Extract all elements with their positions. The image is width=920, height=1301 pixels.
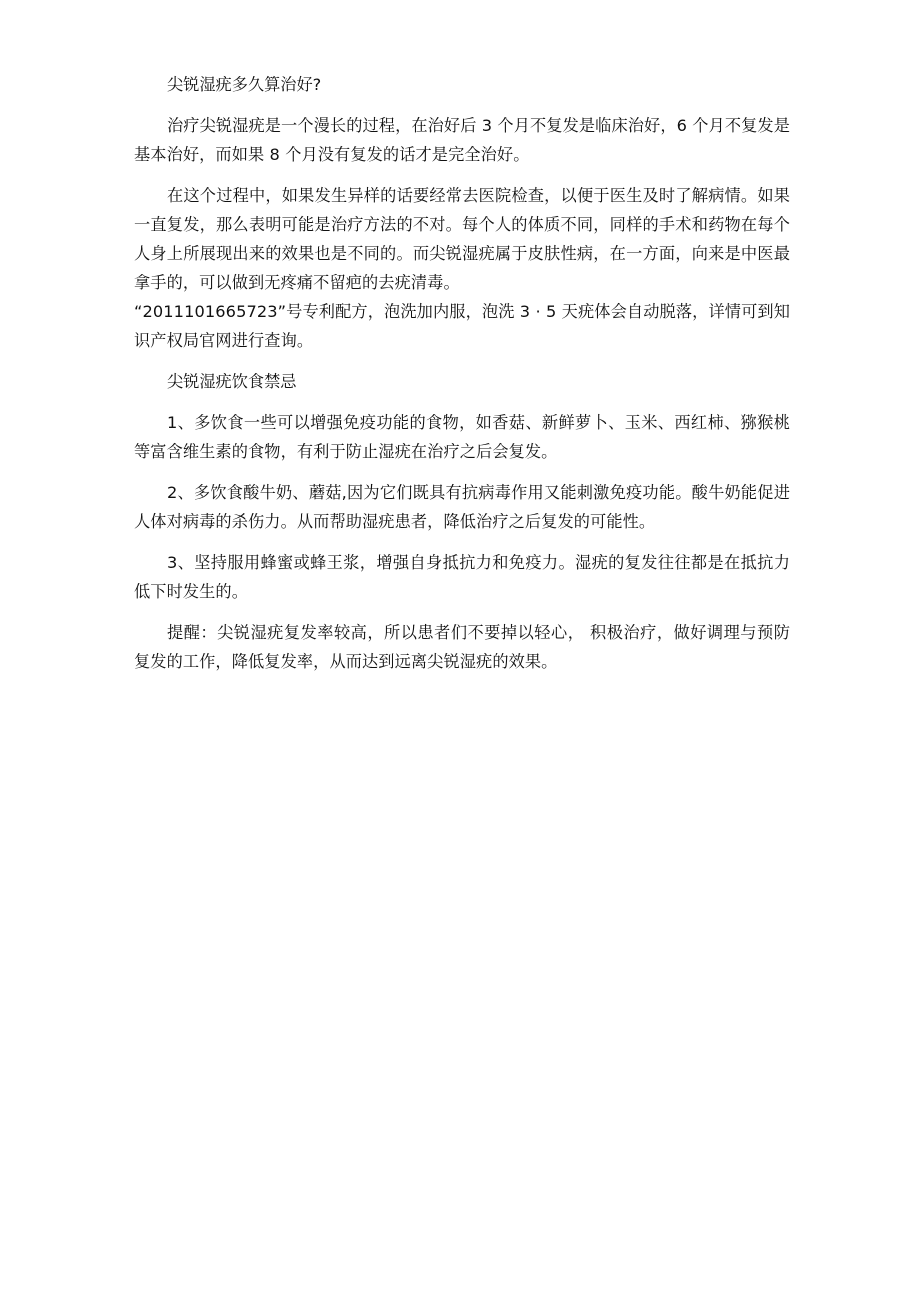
paragraph-patent-formula: “2011101665723”号专利配方，泡洗加内服，泡洗 3 · 5 天疣体会自动脱落，详情可到知识产权局官网进行查询。 — [134, 302, 790, 350]
paragraph-reminder: 提醒：尖锐湿疣复发率较高，所以患者们不要掉以轻心， 积极治疗，做好调理与预防复发的工作，降低复发率，从而达到远离尖锐湿疣的效果。 — [134, 623, 790, 671]
section-heading-cure-duration: 尖锐湿疣多久算治好? — [167, 75, 322, 94]
spacer — [134, 169, 790, 181]
spacer — [134, 396, 790, 408]
paragraph-cure-stages: 治疗尖锐湿疣是一个漫长的过程，在治好后 3 个月不复发是临床治好，6 个月不复发是基本治好，而如果 8 个月没有复发的话才是完全治好。 — [134, 116, 790, 164]
paragraph-treatment-process: 在这个过程中，如果发生异样的话要经常去医院检查，以便于医生及时了解病情。如果一直复发，那么表明可能是治疗方法的不对。每个人的体质不同，同样的手术和药物在每个人身上所展现出来的效果也是不同的。而尖锐湿疣属于皮肤性病，在一方面，向来是中医最拿手的，可以做到无疼痛不留疤的去疣清毒。 — [134, 186, 790, 292]
list-item-diet-2: 2、多饮食酸牛奶、蘑菇,因为它们既具有抗病毒作用又能刺激免疫功能。酸牛奶能促进人体对病毒的杀伤力。从而帮助湿疣患者，降低治疗之后复发的可能性。 — [134, 483, 790, 531]
document-body — [134, 70, 790, 676]
spacer — [134, 466, 790, 478]
spacer — [134, 606, 790, 618]
spacer — [134, 355, 790, 367]
spacer — [134, 99, 790, 111]
spacer — [134, 536, 790, 548]
list-item-diet-1: 1、多饮食一些可以增强免疫功能的食物，如香菇、新鲜萝卜、玉米、西红柿、猕猴桃等富含维生素的食物，有利于防止湿疣在治疗之后会复发。 — [134, 413, 790, 461]
section-heading-diet-taboos: 尖锐湿疣饮食禁忌 — [167, 372, 297, 391]
list-item-diet-3: 3、坚持服用蜂蜜或蜂王浆，增强自身抵抗力和免疫力。湿疣的复发往往都是在抵抗力低下时发生的。 — [134, 553, 790, 601]
